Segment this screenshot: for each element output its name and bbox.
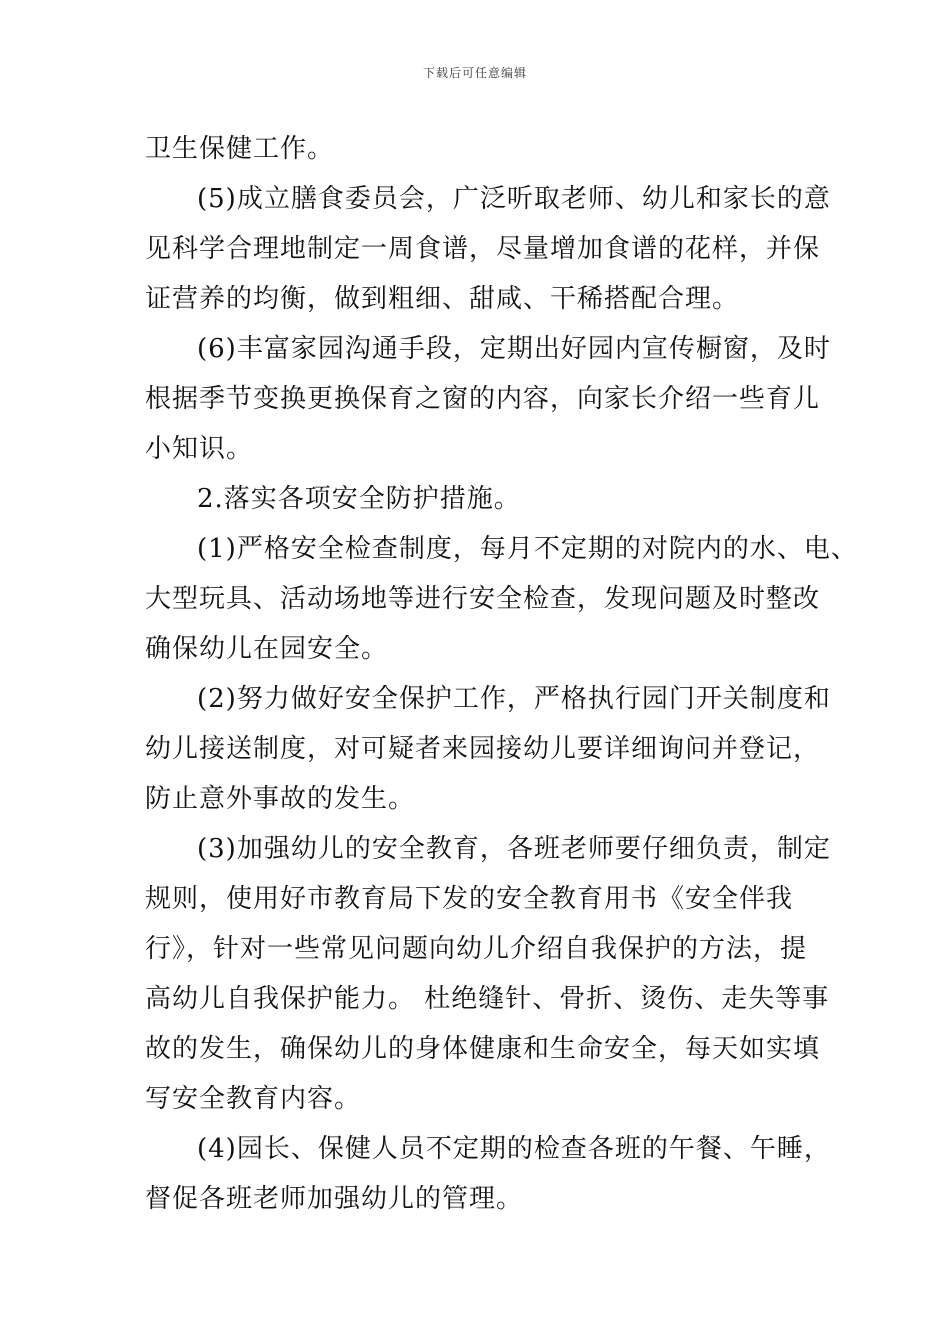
text-line: 幼儿接送制度，对可疑者来园接幼儿要详细询问并登记， (145, 734, 821, 764)
text-line: (5)成立膳食委员会，广泛听取老师、幼儿和家长的意 (197, 184, 831, 214)
text-line: 卫生保健工作。 (145, 134, 335, 164)
text-line: 防止意外事故的发生。 (145, 784, 416, 814)
text-line: 根据季节变换更换保育之窗的内容，向家长介绍一些育儿 (145, 384, 821, 414)
page-header: 下载后可任意编辑 (422, 66, 527, 80)
text-line: 行》，针对一些常见问题向幼儿介绍自我保护的方法，提 (145, 934, 808, 964)
text-line: (1)严格安全检查制度，每月不定期的对院内的水、电、 (197, 534, 858, 564)
text-line: (6)丰富家园沟通手段，定期出好园内宣传橱窗，及时 (197, 334, 831, 364)
text-line: 证营养的均衡，做到粗细、甜咸、干稀搭配合理。 (145, 284, 740, 314)
text-line: 故的发生，确保幼儿的身体健康和生命安全，每天如实填 (145, 1034, 821, 1064)
text-line: 见科学合理地制定一周食谱，尽量增加食谱的花样，并保 (145, 234, 821, 264)
section-heading: 2.落实各项安全防护措施。 (197, 484, 521, 514)
text-line: 高幼儿自我保护能力。 杜绝缝针、骨折、烫伤、走失等事 (145, 984, 830, 1014)
text-line: (4)园长、保健人员不定期的检查各班的午餐、午睡， (197, 1134, 831, 1164)
text-line: (2)努力做好安全保护工作，严格执行园门开关制度和 (197, 684, 831, 714)
text-line: 小知识。 (145, 434, 254, 464)
text-line: 督促各班老师加强幼儿的管理。 (145, 1184, 524, 1214)
text-line: 写安全教育内容。 (145, 1084, 362, 1114)
text-line: 确保幼儿在园安全。 (145, 634, 389, 664)
text-line: (3)加强幼儿的安全教育，各班老师要仔细负责，制定 (197, 834, 831, 864)
text-line: 规则，使用好市教育局下发的安全教育用书《安全伴我 (145, 884, 794, 914)
text-line: 大型玩具、活动场地等进行安全检查，发现问题及时整改 (145, 584, 821, 614)
